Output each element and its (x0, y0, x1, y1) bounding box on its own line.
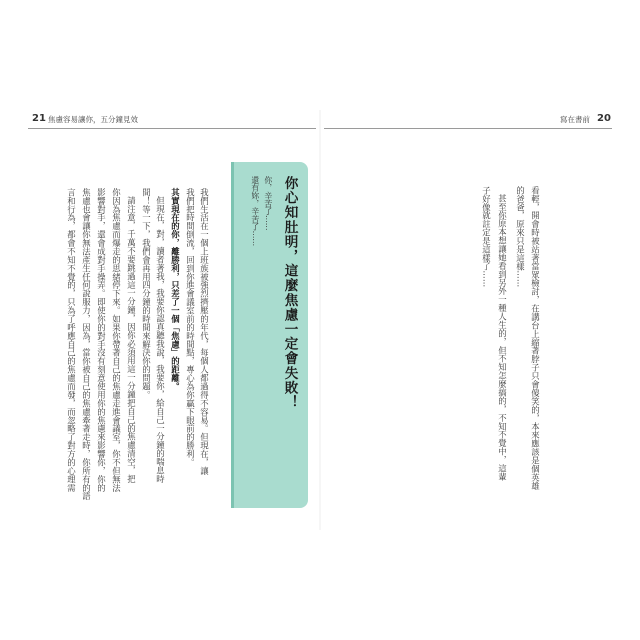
right-body-line-1: 看輕，開會時被站著當眾檢討，在講台上縮著脖子只會傻笑的，本來應該是個英雄 (530, 186, 541, 490)
left-body-line-8: 影響對手，還會成對手操弄。即使你的對手沒有刻意使用你的焦慮來影響你，你的 (96, 188, 107, 492)
page-gutter (319, 110, 321, 530)
callout-headline: 你心知肚明，這麼焦慮一定會失敗！ (281, 176, 298, 410)
left-body-line-2: 我們把時間倒流，回到你進會議室前的時間點，專心為你贏下眼前的勝利。 (185, 188, 196, 467)
callout-subtext-2: 還有妳，辛苦了…… (250, 176, 260, 247)
left-body-line-10: 言和行為，都會不知不覺的，只為了呼應自己的焦慮而發，而忽略了對方的心理需 (66, 188, 77, 492)
left-body-line-6: 請注意，千萬不要跳過這一分鐘，因你必須用這一分鐘把自己的焦慮清空，把 (126, 196, 137, 483)
right-running-head: 寫在書前 (560, 115, 590, 124)
left-body-line-5: 間！等一下，我們會再用四分鐘的時間來解決你的問題。 (141, 188, 152, 399)
left-body-line-1: 我們生活在一個上班族被強烈擠壓的年代，每個人都過得不容易。但現在，讓 (199, 188, 210, 475)
left-header-rule (28, 128, 316, 129)
right-body-line-4: 子好像就註定是這樣了…… (481, 186, 492, 288)
right-header-rule (324, 128, 612, 129)
right-body-line-3: 甚至你原本想讓她看到另外一種人生的，但不知怎麼搞的，不知不覺中，這輩 (497, 194, 508, 481)
left-body-line-3: 其實現在的你，離勝利，只差了一個「焦慮」的距離。 (170, 188, 181, 391)
left-running-head: 焦慮容易讓你，五分鐘見效 (48, 115, 138, 124)
right-page-number: 20 (597, 113, 611, 124)
left-body-line-9: 焦慮也會讓你無法產生任何說服力，因為，當你被自己的焦慮牽著走時，你所有的語 (81, 188, 92, 501)
left-body-line-4: 但現在，對，讀者著我，我要你認真聽我說，我要你，給自己一分鐘的喘息時 (155, 196, 166, 483)
left-body-line-7: 你因為焦慮而爆走的思緒停下來。如果你帶著自己的焦慮走進會議室，你不但無法 (111, 188, 122, 492)
right-body-line-2: 的爸爸，原來只是這樣…… (515, 186, 526, 288)
callout-box (234, 162, 308, 508)
callout-subtext-1: 你，辛苦了…… (263, 176, 273, 231)
left-page-number: 21 (32, 113, 46, 124)
